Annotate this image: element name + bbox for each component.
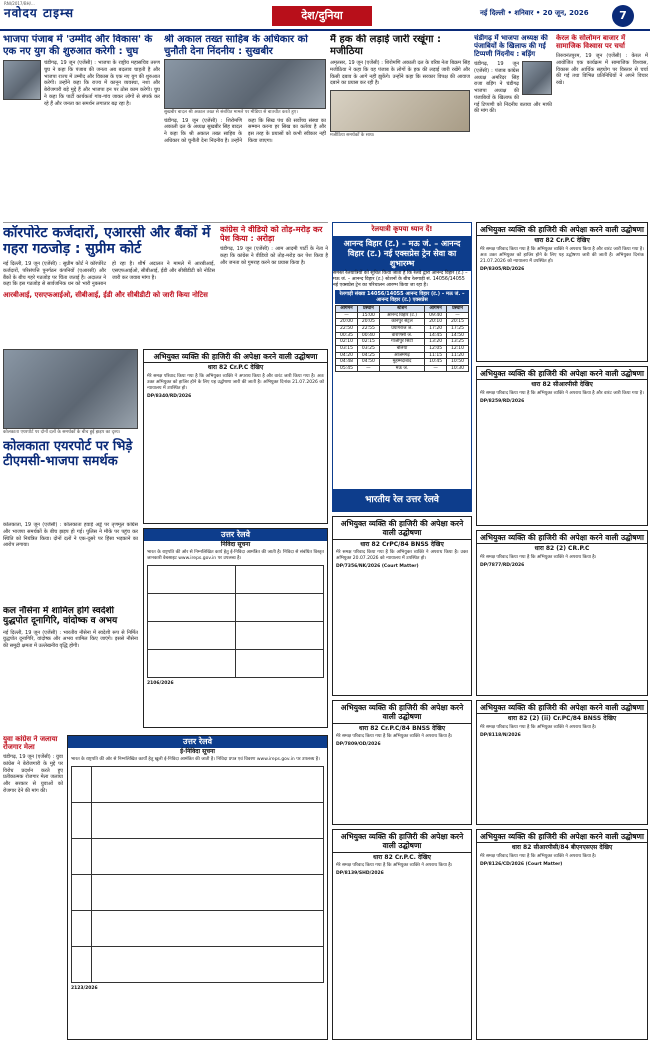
notice-section: धारा 82 CrPC/84 BNSS देखिए bbox=[360, 540, 444, 548]
railway-footer: भारतीय रेल उत्तर रेलवे bbox=[333, 489, 471, 511]
story-body: तिरुवनंतपुरम, 19 जून (एजेंसी) : केरल में आयोजित एक कार्यक्रम में सामाजिक विश्वास, विकास और आर्थिक सहयोग पर विस्तार से चर्चा की गई तथा विभिन्न प्रतिनिधियों ने अपने विचार रखे। bbox=[556, 53, 648, 87]
timetable-cell: 20:15 bbox=[447, 319, 469, 326]
story-headline: चंडीगढ़ में भाजपा अध्यक्ष की पंजाबियों के खिलाफ की गई टिप्पणी निंदनीय : बड़िंग bbox=[474, 34, 548, 59]
notice-title: अभियुक्त व्यक्ति की हाजिरी की अपेक्षा करने वाली उद्घोषणा bbox=[333, 517, 471, 540]
railway-advertisement bbox=[332, 222, 472, 512]
timetable-cell: 17:25 bbox=[447, 326, 469, 333]
dateline: नई दिल्ली • शनिवार • 20 जून, 2026 bbox=[480, 9, 589, 17]
notice-section: धारा 82 सीआरपीसी/84 बीएनएसएस देखिए bbox=[511, 844, 613, 852]
timetable-cell: 10:30 bbox=[447, 365, 469, 372]
notice-body: मेरे समक्ष परिवाद किया गया है कि अभियुक्त व्यक्ति ने अपराध किया है। उक्त अभियुक्त 20.07.2026 को न्यायालय में उपस्थित हो। bbox=[336, 550, 468, 562]
story-headline: श्री अकाल तख्त साहिब के अधिकार को चुनौती देना निंदनीय : सुखबीर bbox=[164, 34, 308, 57]
timetable-cell: 04:25 bbox=[357, 352, 379, 359]
tender-ref: 2123/2026 bbox=[71, 985, 98, 991]
story-warring bbox=[474, 34, 552, 219]
story-headline: भाजपा पंजाब में 'उम्मीद और विकास' के एक नए युग की शुरुआत करेगी : चुघ bbox=[3, 34, 153, 57]
tender-notice bbox=[67, 735, 328, 1040]
notice-section: धारा 82 (2) (ii) Cr.PC/84 BNSS देखिए bbox=[507, 715, 617, 723]
timetable-row bbox=[336, 352, 469, 359]
notice-ref: DP/8118/N/2026 bbox=[480, 732, 521, 738]
timetable-cell: 00:35 bbox=[336, 332, 358, 339]
railway-timetable bbox=[335, 305, 469, 372]
timetable-cell: 02:10 bbox=[336, 339, 358, 346]
timetable-cell: — bbox=[357, 365, 379, 372]
story-kolkata bbox=[3, 522, 138, 602]
story-youth-congress bbox=[3, 735, 63, 1040]
notice-ref: DP/7877/RD/2026 bbox=[480, 562, 525, 568]
notice-title: अभियुक्त व्यक्ति की हाजिरी की अपेक्षा करने वाली उद्घोषणा bbox=[477, 223, 647, 236]
divider bbox=[3, 222, 328, 223]
timetable-header: प्रस्थान bbox=[357, 306, 379, 313]
masthead bbox=[0, 0, 650, 30]
court-notice bbox=[476, 222, 648, 362]
story-kerala bbox=[556, 34, 648, 219]
timetable-row bbox=[336, 332, 469, 339]
tender-body: भारत के राष्ट्रपति की ओर से निम्नलिखित कार्यों हेतु खुली ई-निविदा आमंत्रित की जाती है। निविदा प्रपत्र एवं विवरण www.ireps.gov.in पर उपलब्ध है। bbox=[71, 756, 320, 762]
notice-title: अभियुक्त व्यक्ति की हाजिरी की अपेक्षा करने वाली उद्घोषणा bbox=[144, 350, 327, 363]
photo-caption: कोलकाता एयरपोर्ट पर दोनों दलों के समर्थकों के बीच हुई झड़प का दृश्य। bbox=[3, 430, 121, 435]
timetable-cell: मऊ जं. bbox=[379, 365, 424, 372]
timetable-header: प्रस्थान bbox=[447, 306, 469, 313]
story-body: नई दिल्ली, 19 जून (एजेंसी) : सुप्रीम कोर्ट ने कॉरपोरेट कर्जदारों, परिसंपत्ति पुनर्गठन कंपनियों (एआरसी) और बैंकों के बीच गहरे गठजोड़ पर चिंता जताई है। अदालत ने कहा कि इस गठजोड़ से सार्वजनिक धन को भारी नुकसान हो रहा है। शीर्ष अदालत ने मामले में आरबीआई, एसएफआईओ, सीबीआई, ईडी और सीबीडीटी को नोटिस जारी कर जवाब मांगा है। bbox=[3, 261, 215, 288]
notice-title: अभियुक्त व्यक्ति की हाजिरी की अपेक्षा करने वाली उद्घोषणा bbox=[477, 830, 647, 843]
timetable-cell: 22:55 bbox=[357, 326, 379, 333]
timetable-row bbox=[336, 319, 469, 326]
timetable-header: आगमन bbox=[425, 306, 447, 313]
timetable-row bbox=[336, 326, 469, 333]
story-body: चंडीगढ़, 19 जून (एजेंसी) : आम आदमी पार्टी के नेता ने कहा कि कांग्रेस ने वीडियो को तोड़-मरोड़ कर पेश किया है और जनता को गुमराह करने का प्रयास किया है। bbox=[220, 246, 328, 266]
notice-body: मेरे समक्ष परिवाद किया गया है कि अभियुक्त व्यक्ति ने अपराध किया है। bbox=[480, 554, 597, 560]
notice-title: अभियुक्त व्यक्ति की हाजिरी की अपेक्षा करने वाली उद्घोषणा bbox=[477, 701, 647, 714]
notice-title: अभियुक्त व्यक्ति की हाजिरी की अपेक्षा करने वाली उद्घोषणा bbox=[477, 367, 647, 380]
timetable-cell: 14:45 bbox=[425, 332, 447, 339]
timetable-cell: 09:40 bbox=[425, 312, 447, 319]
story-navy bbox=[3, 606, 138, 731]
timetable-cell: 12:10 bbox=[447, 345, 469, 352]
timetable-header: आगमन bbox=[336, 306, 358, 313]
court-notice bbox=[332, 516, 472, 696]
masthead-tagline: RNI/2017/BH/... bbox=[4, 1, 35, 6]
timetable-cell: 20:10 bbox=[425, 319, 447, 326]
timetable-cell: 22:50 bbox=[336, 326, 358, 333]
story-headline: युवा कांग्रेस ने जलाया रोजगार मेला bbox=[3, 735, 58, 752]
timetable-cell: आजमगढ़ bbox=[379, 352, 424, 359]
timetable-cell: 10:45 bbox=[425, 359, 447, 366]
notice-section: धारा 82 Cr.P.C देखिए bbox=[534, 237, 590, 245]
timetable-row bbox=[336, 359, 469, 366]
story-headline: केरल के सोलोमन बाजार में सामाजिक विश्वास पर चर्चा bbox=[556, 34, 626, 51]
timetable-cell: 15:00 bbox=[357, 312, 379, 319]
timetable-cell: 04:20 bbox=[336, 352, 358, 359]
timetable-cell: 20:05 bbox=[357, 319, 379, 326]
story-supreme-court bbox=[3, 225, 215, 345]
story-headline: कल नौसेना में शामिल होगे स्वदेशी युद्धपोत दूनागिरि, वांदोष्क व अभय bbox=[3, 606, 118, 627]
timetable-cell: 05:45 bbox=[336, 365, 358, 372]
timetable-cell: प्रयागराज जं. bbox=[379, 326, 424, 333]
timetable-cell: 00:40 bbox=[357, 332, 379, 339]
timetable-cell: — bbox=[336, 312, 358, 319]
timetable-cell: 03:25 bbox=[357, 345, 379, 352]
tender-table bbox=[71, 766, 324, 983]
notice-body: मेरे समक्ष परिवाद किया गया है कि अभियुक्त व्यक्ति ने अपराध किया है। bbox=[336, 863, 453, 869]
notice-ref: DP/8259/RD/2026 bbox=[480, 398, 525, 404]
tender-ref: 2106/2026 bbox=[147, 680, 174, 686]
timetable-cell: 04:48 bbox=[336, 359, 358, 366]
notice-section: धारा 82 सीआरपीसी देखिए bbox=[531, 381, 593, 389]
notice-body: मेरे समक्ष परिवाद किया गया है कि अभियुक्त व्यक्ति ने अपराध किया है। bbox=[480, 724, 597, 730]
notice-section: धारा 82 Cr.P.C देखिए bbox=[207, 364, 264, 372]
court-notice bbox=[332, 700, 472, 825]
story-callout: आरबीआई, एसएफआईओ, सीबीआई, ईडी और सीबीडीटी को जारी किया नोटिस bbox=[3, 291, 208, 300]
timetable-cell: 04:50 bbox=[357, 359, 379, 366]
masthead-rule bbox=[0, 29, 650, 31]
timetable-cell: 02:15 bbox=[357, 339, 379, 346]
timetable-cell: 03:15 bbox=[336, 345, 358, 352]
tender-title: ई-निविदा सूचना bbox=[180, 748, 215, 755]
timetable-cell: 13:20 bbox=[425, 339, 447, 346]
notice-section: धारा 82 Cr.P.C. देखिए bbox=[373, 853, 431, 861]
timetable-row bbox=[336, 345, 469, 352]
timetable-row bbox=[336, 365, 469, 372]
story-akal-takht bbox=[164, 34, 326, 219]
timetable-cell: गाजीपुर सिटी bbox=[379, 339, 424, 346]
notice-body: मेरे समक्ष परिवाद किया गया है कि अभियुक्त व्यक्ति ने अपराध किया है और वारंट जारी किया गया है। अतः उक्त अभियुक्त को हाजिर होने के लिए यह उद्घोषणा जारी की जाती है। अभियुक्त दिनांक 21.07.2026 को न्यायालय में उपस्थित हो। bbox=[147, 373, 324, 391]
notice-section: धारा 82 (2) CR.P.C bbox=[534, 545, 590, 553]
story-majithia bbox=[330, 34, 470, 219]
photo-caption: सुखबीर बादल श्री अकाल तख्त से संबंधित मामले पर मीडिया से बातचीत करते हुए। bbox=[164, 110, 298, 115]
timetable-cell: 11:20 bbox=[447, 352, 469, 359]
timetable-cell: 11:15 bbox=[425, 352, 447, 359]
story-headline: मैं हक की लड़ाई जारी रखूंगा : मजीठिया bbox=[330, 34, 441, 57]
notice-title: अभियुक्त व्यक्ति की हाजिरी की अपेक्षा करने वाली उद्घोषणा bbox=[477, 531, 647, 544]
tender-notice bbox=[143, 528, 328, 728]
timetable-header: स्टेशन bbox=[379, 306, 424, 313]
story-body: नई दिल्ली, 19 जून (एजेंसी) : भारतीय नौसेना में स्वदेशी रूप से निर्मित युद्धपोत दूनागिरि, वांदोष्क और अभय शामिल किए जाएंगे। इससे नौसेना की समुद्री क्षमता में उल्लेखनीय वृद्धि होगी। bbox=[3, 629, 138, 650]
notice-section: धारा 82 Cr.P.C/84 BNSS देखिए bbox=[358, 724, 446, 732]
notice-ref: DP/8126/CD/2026 (Court Matter) bbox=[480, 861, 563, 867]
notice-ref: DP/8305/RD/2026 bbox=[480, 267, 525, 273]
story-congress-video bbox=[220, 225, 328, 345]
story-body: कोलकाता, 19 जून (एजेंसी) : कोलकाता हवाई अड्डे पर तृणमूल कांग्रेस और भाजपा समर्थकों के बीच झड़प हो गई। पुलिस ने मौके पर पहुंच कर स्थिति को नियंत्रित किया। दोनों दलों ने एक-दूसरे पर हिंसा भड़काने का आरोप लगाया। bbox=[3, 522, 138, 549]
timetable-cell: 10:50 bbox=[447, 359, 469, 366]
railway-title: आनन्द विहार (ट.) – मऊ जं. – आनन्द विहार (ट.) नई एक्सप्रेस ट्रेन सेवा का शुभारम्भ bbox=[333, 237, 471, 271]
portrait-photo bbox=[3, 60, 41, 100]
timetable-cell: मुहम्मदाबाद bbox=[379, 359, 424, 366]
newspaper-logo: नवोदय टाइम्स bbox=[4, 6, 75, 20]
railway-table-title: रेलगाड़ी संख्या 14056/14055 आनन्द विहार (ट.) – मऊ जं. – आनन्द विहार (ट.) एक्सप्रेस bbox=[335, 290, 469, 305]
timetable-cell: 17:20 bbox=[425, 326, 447, 333]
timetable-cell: — bbox=[447, 312, 469, 319]
timetable-cell: — bbox=[425, 365, 447, 372]
tender-title: निविदा सूचना bbox=[220, 541, 251, 548]
timetable-cell: 12:05 bbox=[425, 345, 447, 352]
page-number: 7 bbox=[612, 5, 634, 27]
court-notice bbox=[476, 530, 648, 696]
notice-title: अभियुक्त व्यक्ति की हाजिरी की अपेक्षा करने वाली उद्घोषणा bbox=[333, 830, 471, 853]
notice-ref: DP/7809/OD/2026 bbox=[336, 742, 381, 748]
story-body: चंडीगढ़, 19 जून (एजेंसी) : पंजाब कांग्रेस अध्यक्ष अमरिंदर सिंह राजा बड़िंग ने चंडीगढ़ भाजपा अध्यक्ष की पंजाबियों के खिलाफ की गई टिप्पणी को निंदनीय बताया और माफी की मांग की। bbox=[474, 61, 552, 115]
court-notice bbox=[476, 829, 648, 1040]
tender-table bbox=[147, 565, 324, 678]
notice-title: अभियुक्त व्यक्ति की हाजिरी की अपेक्षा करने वाली उद्घोषणा bbox=[333, 701, 471, 724]
section-title: देश/दुनिया bbox=[272, 6, 372, 26]
story-body: चंडीगढ़, 19 जून (एजेंसी) : भाजपा के राष्ट्रीय महासचिव तरुण चुघ ने कहा कि पंजाब की जनता अब बदलाव चाहती है और भाजपा राज्य में उम्मीद और विकास के एक नए युग की शुरुआत करेगी। उन्होंने कहा कि राज्य में कानून व्यवस्था, नशा और बेरोजगारी बड़े मुद्दे हैं और भाजपा इन पर ठोस काम करेगी। चुघ ने कहा कि पार्टी कार्यकर्ता गांव-गांव जाकर लोगों से संपर्क कर रहे हैं और जनता का समर्थन लगातार बढ़ रहा है। bbox=[44, 60, 160, 107]
timetable-row bbox=[336, 312, 469, 319]
story-body: चंडीगढ़, 19 जून (एजेंसी) : युवा कांग्रेस ने बेरोजगारी के मुद्दे पर विरोध प्रदर्शन करते हुए प्रतीकात्मक रोजगार मेला जलाया और सरकार से युवाओं को रोजगार देने की मांग की। bbox=[3, 754, 63, 794]
timetable-cell: बलिया bbox=[379, 345, 424, 352]
notice-body: मेरे समक्ष परिवाद किया गया है कि अभियुक्त व्यक्ति ने अपराध किया है और वारंट जारी किया गया है। अतः उक्त अभियुक्त को हाजिर होने के लिए यह उद्घोषणा जारी की जाती है। अभियुक्त दिनांक 21.07.2026 को न्यायालय में उपस्थित हो। bbox=[480, 246, 644, 264]
court-notice bbox=[476, 366, 648, 526]
notice-ref: DP/8139/SHD/2026 bbox=[336, 871, 384, 877]
photo-caption: मजीठिया समर्थकों के साथ। bbox=[330, 133, 375, 138]
notice-ref: DP/7356/NK/2026 (Court Matter) bbox=[336, 564, 419, 570]
timetable-cell: 20:00 bbox=[336, 319, 358, 326]
timetable-cell: कानपुर सेंट्रल bbox=[379, 319, 424, 326]
notice-body: मेरे समक्ष परिवाद किया गया है कि अभियुक्त व्यक्ति ने अपराध किया है। bbox=[336, 734, 453, 740]
news-photo bbox=[3, 349, 138, 429]
notice-body: मेरे समक्ष परिवाद किया गया है कि अभियुक्त व्यक्ति ने अपराध किया है और वारंट जारी किया गया है। bbox=[480, 390, 644, 396]
tender-org: उत्तर रेलवे bbox=[144, 529, 327, 541]
story-headline: कॉरपोरेट कर्जदारों, एआरसी और बैंकों में गहरा गठजोड़ : सुप्रीम कोर्ट bbox=[3, 225, 211, 258]
story-headline: कांग्रेस ने वीडियो को तोड़-मरोड़ कर पेश किया : अरोड़ा bbox=[220, 225, 323, 244]
court-notice bbox=[476, 700, 648, 825]
notice-ref: DP/8340/RD/2026 bbox=[147, 394, 192, 400]
railway-intro: समस्त रेलयात्रियों को सूचित किया जाता है कि रेलवे द्वारा आनन्द विहार (ट.) – मऊ जं. – आनन्द विहार (ट.) स्टेशनों के बीच रेलगाड़ी सं. 14056/14055 नई एक्सप्रेस ट्रेन का परिचालन आरम्भ किया जा रहा है। bbox=[333, 270, 468, 288]
timetable-cell: वाराणसी जं. bbox=[379, 332, 424, 339]
timetable-cell: आनन्द विहार (ट.) bbox=[379, 312, 424, 319]
story-body: चंडीगढ़, 19 जून (एजेंसी) : शिरोमणि अकाली दल के अध्यक्ष सुखबीर सिंह बादल ने कहा कि श्री अकाल तख्त साहिब के अधिकार को चुनौती देना निंदनीय है। उन्होंने कहा कि सिख पंथ की सर्वोच्च संस्था का सम्मान करना हर सिख का कर्तव्य है और इस तरह के प्रयासों को कभी स्वीकार नहीं किया जाएगा। bbox=[164, 117, 326, 144]
notice-body: मेरे समक्ष परिवाद किया गया है कि अभियुक्त व्यक्ति ने अपराध किया है। bbox=[480, 853, 597, 859]
timetable-cell: 14:50 bbox=[447, 332, 469, 339]
story-bjp-punjab bbox=[3, 34, 160, 219]
news-photo bbox=[330, 90, 470, 132]
timetable-cell: 13:25 bbox=[447, 339, 469, 346]
railway-banner: रेलयात्री कृपया ध्यान दें! bbox=[333, 223, 471, 237]
portrait-photo bbox=[522, 61, 552, 95]
timetable-row bbox=[336, 339, 469, 346]
story-body: अमृतसर, 19 जून (एजेंसी) : शिरोमणि अकाली दल के वरिष्ठ नेता बिक्रम सिंह मजीठिया ने कहा कि वह पंजाब के लोगों के हक की लड़ाई जारी रखेंगे और किसी दबाव के आगे नहीं झुकेंगे। उन्होंने कहा कि सरकार विपक्ष की आवाज दबाने का प्रयास कर रही है। bbox=[330, 60, 470, 87]
news-photo bbox=[164, 59, 326, 109]
court-notice bbox=[332, 829, 472, 1040]
tender-org: उत्तर रेलवे bbox=[68, 736, 327, 748]
story-kolkata-photo bbox=[3, 349, 138, 519]
story-headline: कोलकाता एयरपोर्ट पर भिड़े टीएमसी-भाजपा समर्थक bbox=[3, 438, 133, 469]
court-notice bbox=[143, 349, 328, 524]
tender-body: भारत के राष्ट्रपति की ओर से निम्नलिखित कार्य हेतु ई-निविदा आमंत्रित की जाती है। निविदा से संबंधित विस्तृत जानकारी वेबसाइट www.ireps.gov.in पर उपलब्ध है। bbox=[147, 549, 324, 561]
